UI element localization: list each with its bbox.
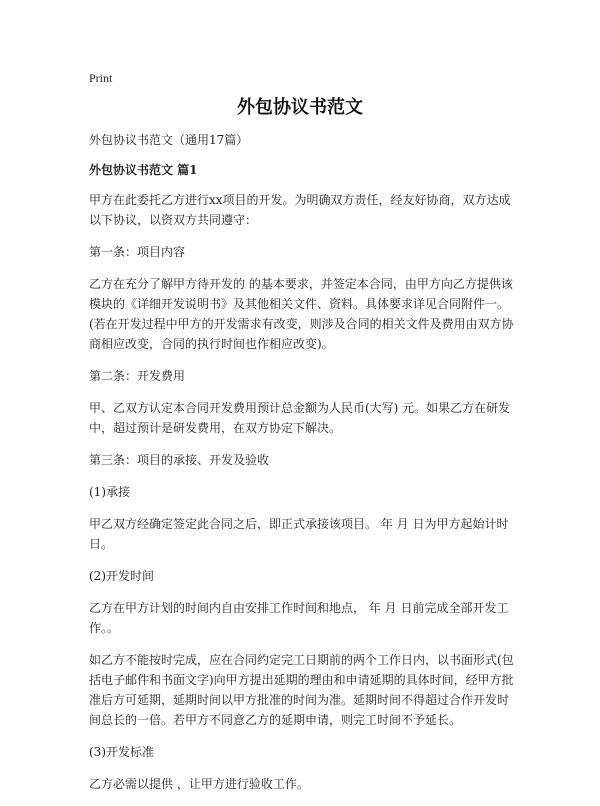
- document-title: 外包协议书范文: [237, 97, 363, 118]
- subsection-development-standard: (3)开发标准: [89, 745, 154, 759]
- clause-heading-3: 第三条：项目的承接、开发及验收: [89, 453, 270, 467]
- paragraph-acceptance: 乙方必需以提供 ，让甲方进行验收工作。: [89, 777, 309, 791]
- clause-heading-1: 第一条：项目内容: [89, 245, 186, 259]
- paragraph-extension-request: 如乙方不能按时完成，应在合同约定完工日期前的两个工作日内，以书面形式(包括电子邮件和书面文字)向甲方提出延期的理由和申请延期的具体时间，经甲方批准后方可延期，延期时间以甲方批准的时间为准。延期时间不得超过合作开发时间总长的一倍。若甲方不同意乙方的延期申请，则完工时间不予延长。: [89, 653, 514, 727]
- paragraph-undertaking: 甲乙双方经确定签定此合同之后，即正式承接该项目。 年 月 日为甲方起始计时日。: [89, 517, 509, 551]
- section-heading: 外包协议书范文 篇1: [89, 163, 198, 177]
- paragraph-development-fee: 甲、乙双方认定本合同开发费用预计总金额为人民币(大写) 元。如果乙方在研发中，超过预计是研发费用，在双方协定下解决。: [89, 401, 511, 435]
- print-label: Print: [89, 71, 113, 85]
- paragraph-intro: 甲方在此委托乙方进行xx项目的开发。为明确双方责任，经友好协商，双方达成以下协议，以资双方共同遵守：: [89, 193, 511, 227]
- clause-heading-2: 第二条：开发费用: [89, 369, 186, 383]
- subsection-development-time: (2)开发时间: [89, 569, 154, 583]
- document-subtitle: 外包协议书范文（通用17篇）: [89, 133, 249, 147]
- paragraph-project-content: 乙方在充分了解甲方待开发的 的基本要求，并签定本合同，由甲方向乙方提供该模块的《详细开发说明书》及其他相关文件、资料。具体要求详见合同附件一。(若在开发过程中甲方的开发需求有改变，则涉及合同的相关文件及费用由双方协商相应改变，合同的执行时间也作相应改变)。: [89, 277, 514, 351]
- subsection-undertaking: (1)承接: [89, 485, 130, 499]
- paragraph-development-time: 乙方在甲方计划的时间内自由安排工作时间和地点， 年 月 日前完成全部开发工作。。: [89, 601, 509, 635]
- document-body: [89, 130, 517, 806]
